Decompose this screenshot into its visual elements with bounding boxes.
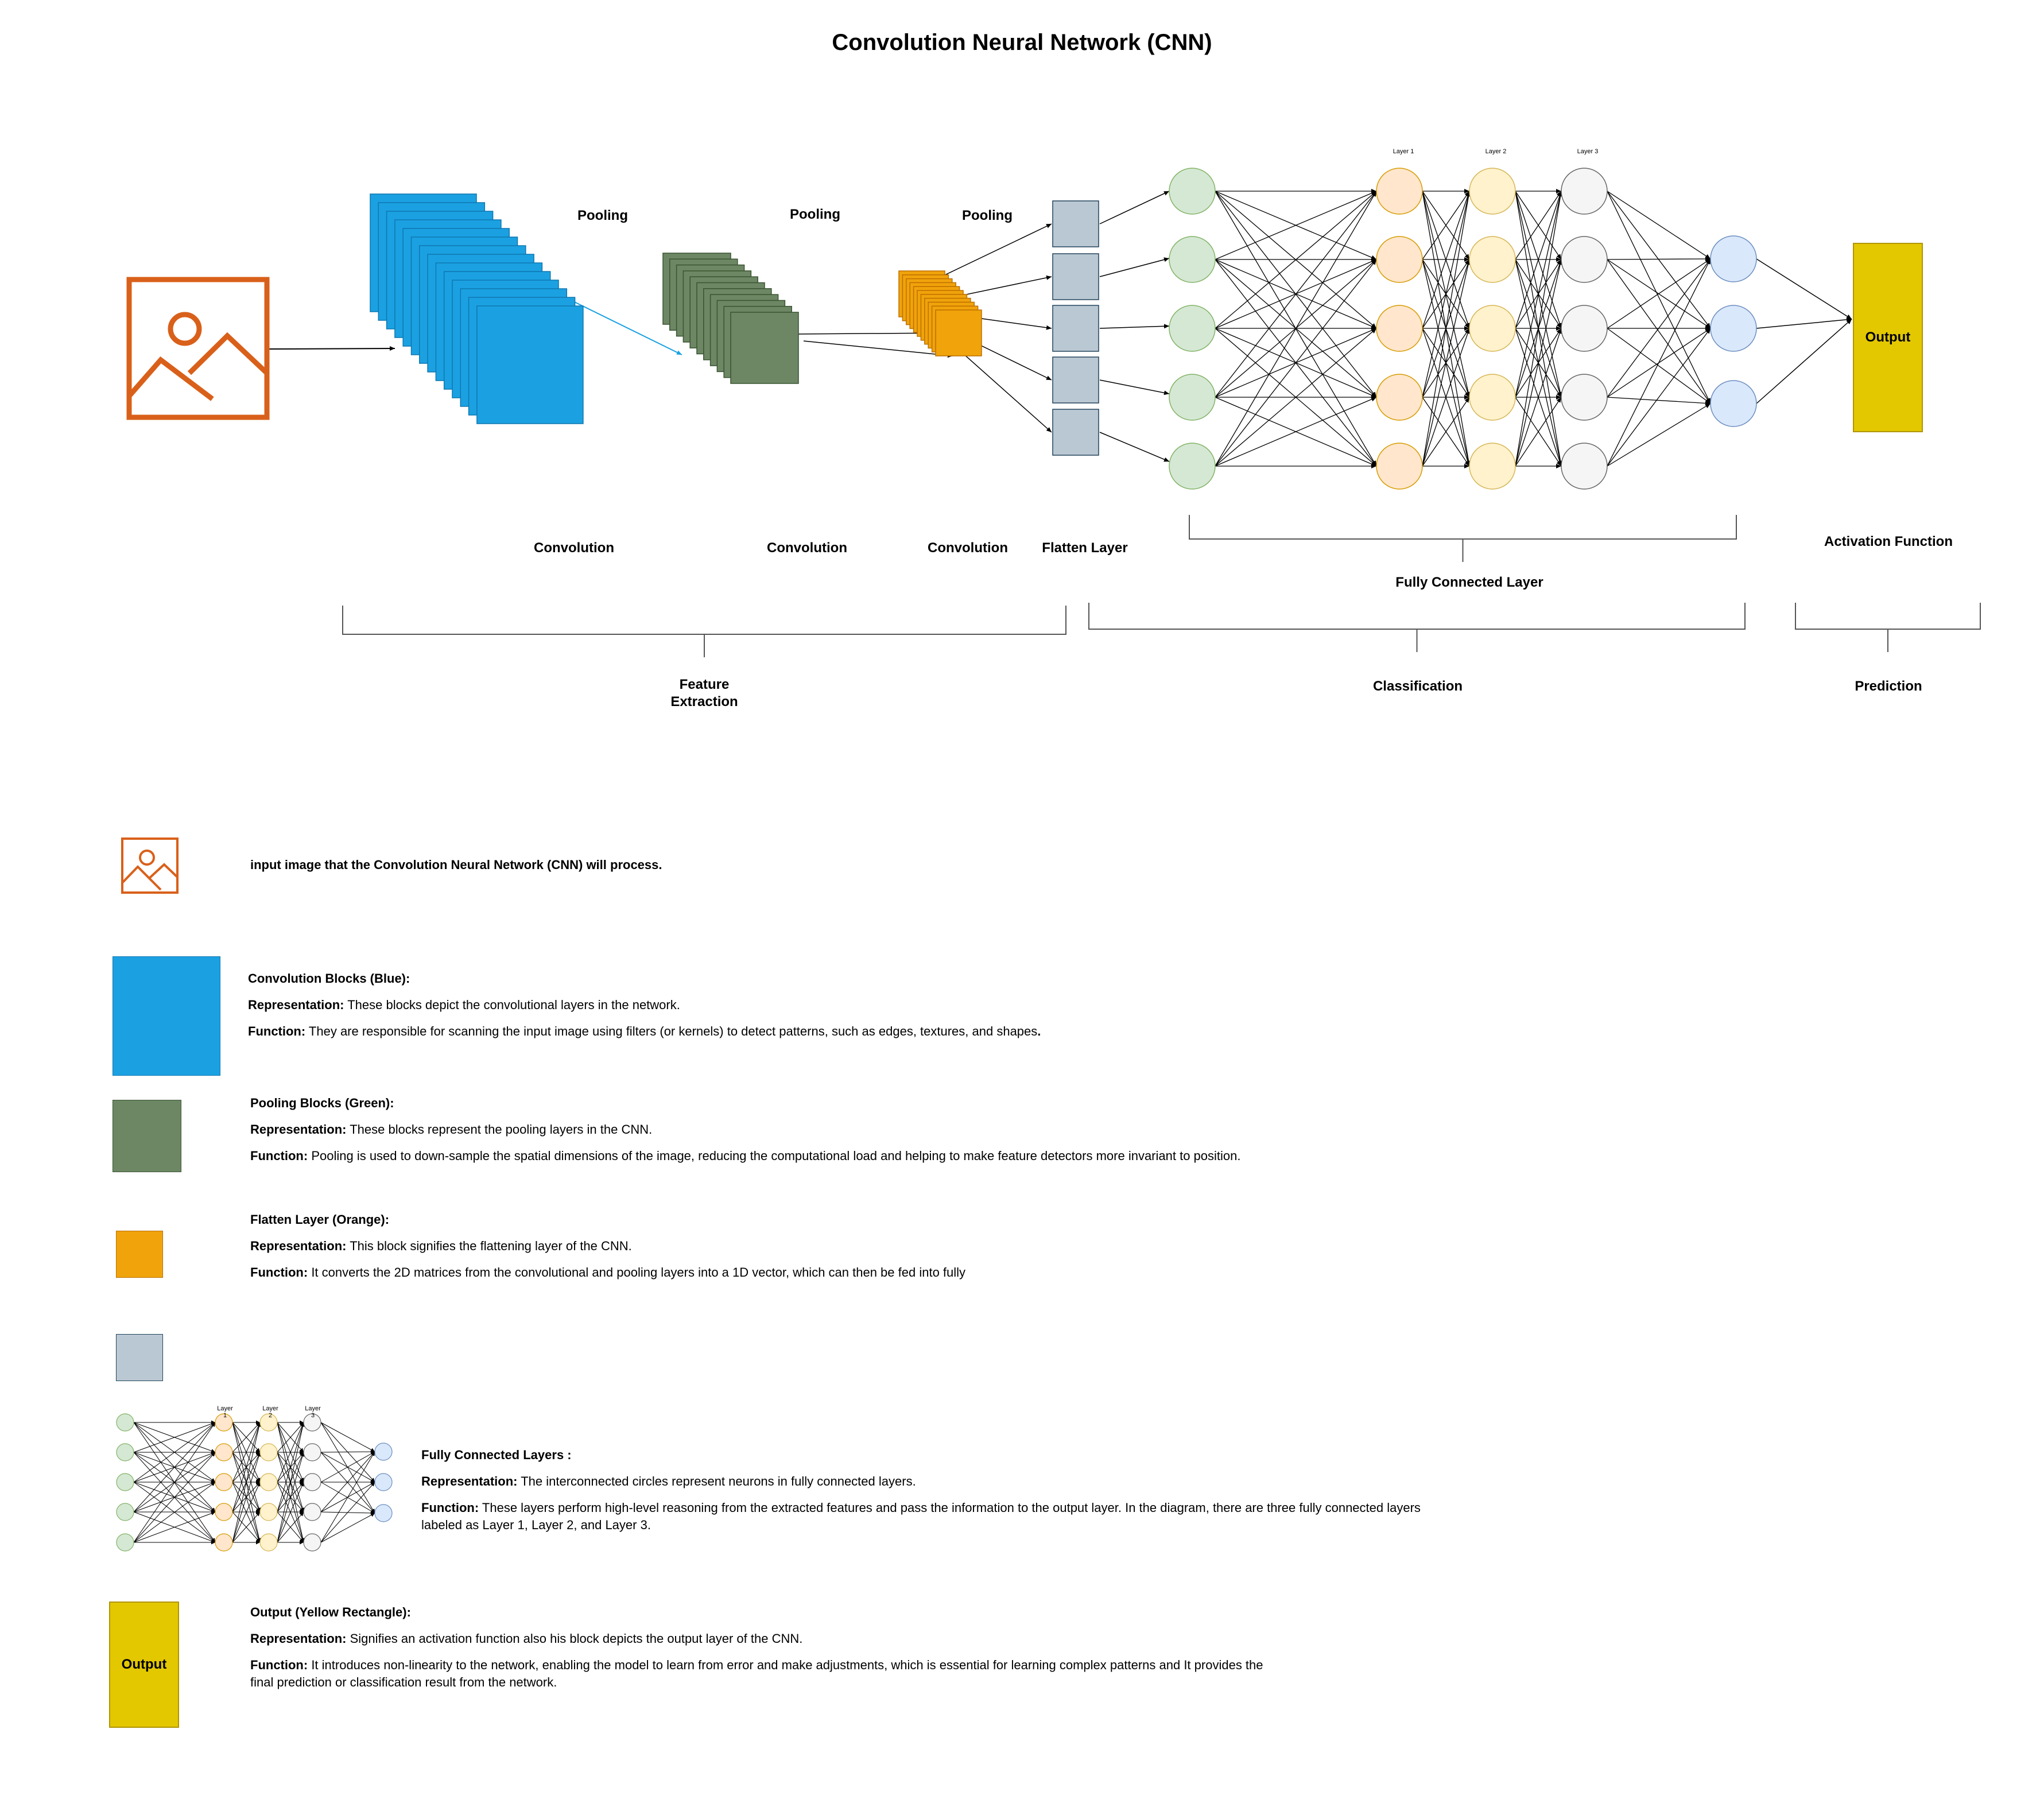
pooling-label-1: Pooling: [577, 208, 628, 223]
conv-block: [477, 306, 583, 424]
mini-neuron-out: [375, 1474, 392, 1491]
legend-image-icon: [121, 837, 179, 894]
fc-connection: [1607, 328, 1711, 404]
mini-neuron-l3: [304, 1444, 321, 1461]
neuron-l1: [1376, 168, 1422, 214]
flatten-layer-label: Flatten Layer: [1042, 540, 1128, 556]
conv-block-stack: [370, 194, 583, 424]
mini-neuron-inp: [117, 1414, 134, 1431]
neuron-l2: [1469, 305, 1515, 351]
neuron-l2: [1469, 374, 1515, 420]
output-box: [1853, 243, 1923, 432]
legend-fc-rep-text: The interconnected circles represent neurons in fully connected layers.: [517, 1474, 916, 1488]
legend-fc-text: [421, 1447, 1684, 1543]
legend-flatten-representation: [250, 1238, 1685, 1255]
legend-mini-layer1-label: Layer 1: [217, 1405, 233, 1419]
flatten-vector-cell: [1053, 254, 1099, 300]
legend-conv-func-text: They are responsible for scanning the input image using filters (or kernels) to detect patterns, such as edges, textures, and shapes: [305, 1024, 1038, 1038]
neuron-l2: [1469, 443, 1515, 489]
stage-classification: Classification: [1372, 678, 1463, 694]
legend-flatten-func-label: Function:: [250, 1265, 308, 1279]
flatten-vector: [1053, 201, 1099, 455]
legend-flatten-text: [250, 1211, 1685, 1290]
neuron-inp: [1169, 374, 1215, 420]
neuron-l1: [1376, 305, 1422, 351]
brace-fully-connected: [1189, 515, 1736, 562]
fc-connection: [1607, 191, 1711, 259]
neuron-out: [1711, 236, 1756, 282]
page-title: Convolution Neural Network (CNN): [832, 30, 1212, 55]
input-image-icon: [129, 280, 267, 417]
flatten-vector-cell: [1053, 201, 1099, 247]
mini-neuron-l2: [260, 1534, 277, 1551]
activation-function-label: Activation Function: [1824, 534, 1953, 549]
arrow-neuron-to-output: [1756, 319, 1852, 404]
stage-prediction: Prediction: [1855, 678, 1922, 694]
convolution-label-2: Convolution: [767, 540, 847, 556]
legend-output-func-label: Function:: [250, 1658, 308, 1672]
neuron-inp: [1169, 305, 1215, 351]
flatten-vector-cell: [1053, 409, 1099, 455]
legend-output-function: [250, 1657, 1513, 1691]
legend-output-swatch: [109, 1602, 179, 1728]
legend-output-func-text-2: final prediction or classification result from the network.: [250, 1675, 557, 1689]
mini-neuron-l3: [304, 1503, 321, 1521]
mini-fc-connection: [321, 1422, 375, 1452]
legend-fc-mini-network: [109, 1401, 408, 1567]
legend-output-title: Output (Yellow Rectangle):: [250, 1605, 411, 1619]
legend-flatten-rep-text: This block signifies the flattening layer of the CNN.: [346, 1239, 632, 1253]
neuron-l1: [1376, 443, 1422, 489]
legend-fc-representation: [421, 1473, 1684, 1490]
pooling-label-3: Pooling: [962, 208, 1013, 223]
legend-flatten-rep-label: Representation:: [250, 1239, 347, 1253]
pool-block-stack: [663, 253, 798, 383]
legend-conv-func-end: .: [1037, 1024, 1041, 1038]
fc-connection: [1607, 191, 1711, 404]
legend-vector-swatch: [116, 1334, 163, 1381]
mini-neuron-l1: [215, 1474, 232, 1491]
legend-pool-swatch: [113, 1100, 181, 1172]
neuron-inp: [1169, 236, 1215, 282]
neuron-l1: [1376, 374, 1422, 420]
legend-pool-func-text: Pooling is used to down-sample the spatial dimensions of the image, reducing the computational load and helping to make feature detectors more invariant to position.: [308, 1149, 1241, 1163]
flatten-block-stack: [899, 271, 982, 356]
legend-output-rep-label: Representation:: [250, 1631, 347, 1646]
legend-output-representation: [250, 1630, 1513, 1647]
legend-pool-text: [250, 1095, 1685, 1174]
legend-conv-function: [248, 1023, 1511, 1040]
legend-pool-func-label: Function:: [250, 1149, 308, 1163]
legend-output-rep-text: Signifies an activation function also his block depicts the output layer of the CNN.: [346, 1631, 803, 1646]
flatten-vector-cell: [1053, 357, 1099, 403]
neuron-inp: [1169, 443, 1215, 489]
mini-fc-connection: [321, 1452, 375, 1513]
legend-pool-rep-text: These blocks represent the pooling layers in the CNN.: [346, 1122, 653, 1137]
brace-prediction: [1795, 603, 1980, 652]
convolution-label-1: Convolution: [534, 540, 614, 556]
stage-feature-extraction: Feature Extraction: [670, 677, 738, 709]
arrow-flatten-to-vector: [941, 224, 1052, 277]
neuron-l2: [1469, 168, 1515, 214]
legend-pool-rep-label: Representation:: [250, 1122, 347, 1137]
layer3-label: Layer 3: [1577, 148, 1599, 155]
pooling-label-2: Pooling: [790, 207, 840, 222]
legend-flatten-title: Flatten Layer (Orange):: [250, 1212, 390, 1227]
mini-neuron-l1: [215, 1503, 232, 1521]
mini-neuron-out: [375, 1505, 392, 1522]
mini-neuron-l2: [260, 1444, 277, 1461]
output-box-label: Output: [1865, 329, 1911, 345]
arrow-input-to-conv: [269, 348, 395, 349]
arrow-neuron-to-output: [1756, 319, 1852, 328]
mini-neuron-l3: [304, 1534, 321, 1551]
layer2-label: Layer 2: [1485, 148, 1507, 155]
mini-neuron-l2: [260, 1503, 277, 1521]
legend-conv-rep-text: These blocks depict the convolutional layers in the network.: [344, 998, 680, 1012]
pool-block: [731, 312, 798, 383]
flatten-vector-cell: [1053, 305, 1099, 351]
legend-conv-text: [248, 970, 1511, 1049]
legend-output-text: [250, 1604, 1513, 1700]
neuron-l3: [1561, 443, 1607, 489]
arrow-flatten-to-vector: [953, 344, 1052, 432]
neuron-l1: [1376, 236, 1422, 282]
mini-neuron-l3: [304, 1474, 321, 1491]
brace-feature-extraction: [343, 606, 1066, 657]
neuron-l3: [1561, 305, 1607, 351]
mini-neuron-l2: [260, 1474, 277, 1491]
neuron-l3: [1561, 374, 1607, 420]
neuron-out: [1711, 381, 1756, 426]
legend-pool-representation: [250, 1121, 1685, 1138]
mini-fc-connection: [321, 1513, 375, 1542]
fully-connected-layer-label: Fully Connected Layer: [1395, 575, 1543, 590]
mini-neuron-out: [375, 1443, 392, 1460]
legend-flatten-function: [250, 1264, 1685, 1281]
legend-fc-function: [421, 1499, 1684, 1534]
legend-mini-layer2-label: Layer 2: [262, 1405, 278, 1419]
legend-fc-func-label: Function:: [421, 1500, 479, 1515]
flatten-block: [936, 310, 982, 356]
fc-connection: [1607, 397, 1711, 404]
fc-connection: [1607, 259, 1711, 404]
arrow-vector-to-neuron: [1100, 258, 1169, 277]
mini-neuron-inp: [117, 1503, 134, 1521]
layer1-label: Layer 1: [1393, 148, 1414, 155]
mini-neuron-l1: [215, 1534, 232, 1551]
mini-fc-connection: [321, 1452, 375, 1542]
neuron-inp: [1169, 168, 1215, 214]
legend-fc-rep-label: Representation:: [421, 1474, 518, 1488]
neuron-l3: [1561, 236, 1607, 282]
neuron-out: [1711, 305, 1756, 351]
brace-classification: [1089, 603, 1745, 652]
legend-fc-title: Fully Connected Layers :: [421, 1448, 572, 1462]
mini-neuron-inp: [117, 1474, 134, 1491]
legend-pool-title: Pooling Blocks (Green):: [250, 1096, 394, 1110]
arrow-vector-to-neuron: [1100, 326, 1169, 328]
legend-conv-title: Convolution Blocks (Blue):: [248, 971, 410, 986]
legend-conv-representation: [248, 997, 1511, 1014]
arrow-vector-to-neuron: [1100, 432, 1169, 462]
legend-input-text: [250, 856, 662, 874]
legend-pool-function: [250, 1147, 1685, 1165]
fc-connection: [1607, 328, 1711, 466]
mini-neuron-l1: [215, 1444, 232, 1461]
legend-mini-layer3-label: Layer 3: [305, 1405, 321, 1419]
arrow-vector-to-neuron: [1100, 380, 1169, 394]
mini-fc-connection: [321, 1422, 375, 1513]
legend-output-swatch-label: Output: [121, 1657, 167, 1672]
legend-conv-rep-label: Representation:: [248, 998, 344, 1012]
arrow-neuron-to-output: [1756, 259, 1852, 319]
neuron-l2: [1469, 236, 1515, 282]
legend-output-func-text-1: It introduces non-linearity to the network, enabling the model to learn from error and make adjustments, which is essential for learning complex patterns and It provides the: [308, 1658, 1263, 1672]
legend-input-desc: input image that the Convolution Neural Network (CNN) will process.: [250, 858, 662, 872]
convolution-label-3: Convolution: [928, 540, 1008, 556]
legend-conv-swatch: [113, 956, 220, 1076]
legend-flatten-func-text: It converts the 2D matrices from the convolutional and pooling layers into a 1D vector, which can then be fed into fully: [308, 1265, 966, 1279]
legend-fc-func-text-2: labeled as Layer 1, Layer 2, and Layer 3.: [421, 1518, 651, 1532]
legend-flatten-swatch: [116, 1231, 163, 1278]
legend-fc-func-text-1: These layers perform high-level reasoning from the extracted features and pass the information to the output layer. In the diagram, there are three fully connected layers: [479, 1500, 1421, 1515]
arrow-vector-to-neuron: [1100, 191, 1169, 224]
neuron-l3: [1561, 168, 1607, 214]
legend-conv-func-label: Function:: [248, 1024, 306, 1038]
mini-neuron-inp: [117, 1534, 134, 1551]
mini-neuron-inp: [117, 1444, 134, 1461]
